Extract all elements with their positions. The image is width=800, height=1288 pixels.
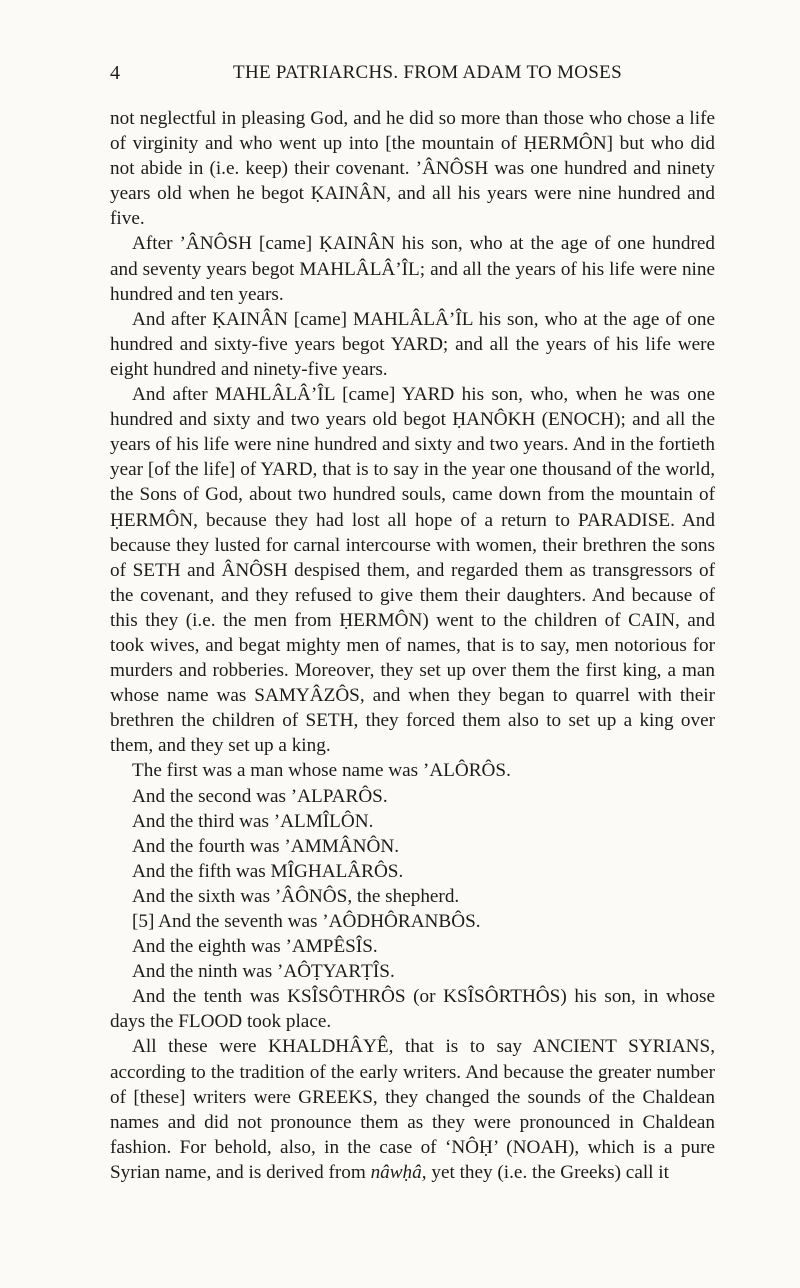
king-list-item-3: And the third was ’ALMÎLÔN. (132, 810, 374, 832)
page-header (110, 62, 715, 92)
paragraph-4: And after MAHLÂLÂ’ÎL [came] YARD his son, who, when he was one hundred and sixty and two years old begot ḤANÔKH (ENOCH); and all the years of his life were nine hundred and sixty and two years. And in the fortieth year [of the life] of YARD, that is to say in the year one thousand of the world, the Sons of God, about two hundred souls, came down from the mountain of ḤERMÔN, because they had lost all hope of a return to PARADISE. And because they lusted for carnal intercourse with women, their brethren the sons of SETH and ÂNÔSH despised them, and regarded them as transgressors of the covenant, and they refused to give them their daughters. And because of this they (i.e. the men from ḤERMÔN) went to the children of CAIN, and took wives, and begat mighty men of names, that is to say, men notorious for murders and robberies. Moreover, they set up over them the first king, a man whose name was SAMYÂZÔS, and when they began to quarrel with their brethren the children of SETH, they forced them also to set up a king over them, and they set up a king. (110, 384, 715, 757)
paragraph-6 (110, 1034, 715, 1185)
king-list-item-4: And the fourth was ’AMMÂNÔN. (132, 835, 399, 857)
king-list-item-8: And the eighth was ’AMPÊSÎS. (132, 936, 378, 958)
paragraph-2: After ’ÂNÔSH [came] ḲAINÂN his son, who at the age of one hundred and seventy years begot MAHLÂLÂ’ÎL; and all the years of his life were nine hundred and ten years. (110, 233, 715, 305)
paragraph-5: And the tenth was KSÎSÔTHRÔS (or KSÎSÔRTHÔS) his son, in whose days the FLOOD took place. (110, 986, 715, 1033)
king-list-item-1: The first was a man whose name was ’ALÔRÔS. (132, 760, 511, 782)
paragraph-6-text-b: , yet they (i.e. the Greeks) call it (421, 1161, 669, 1183)
king-list-item-7: [5] And the seventh was ’AÔDHÔRANBÔS. (132, 911, 481, 932)
running-head: THE PATRIARCHS. FROM ADAM TO MOSES (233, 62, 622, 83)
paragraph-1: not neglectful in pleasing God, and he did so more than those who chose a life of virginity and who went up into [the mountain of ḤERMÔN] but who did not abide in (i.e. keep) their covenant. ’ÂNÔSH was one hundred and ninety years old when he begot ḲAINÂN, and all his years were nine hundred and five. (110, 108, 715, 230)
king-list-item-9: And the ninth was ’AÔṬYARṬÎS. (132, 961, 395, 983)
king-list-item-2: And the second was ’ALPARÔS. (132, 785, 388, 807)
italic-term: nâwḥâ (370, 1161, 422, 1183)
page-body (110, 106, 715, 1185)
paragraph-3: And after ḲAINÂN [came] MAHLÂLÂ’ÎL his son, who at the age of one hundred and sixty-five years begot YARD; and all the years of his life were eight hundred and ninety-five years. (110, 308, 715, 380)
book-page (110, 62, 715, 1185)
king-list-item-5: And the fifth was MÎGHALÂRÔS. (132, 860, 404, 882)
paragraph-6-text-a: All these were KHALDHÂYÊ, that is to say ANCIENT SYRIANS, according to the tradition of the early writers. And because the greater number of [these] writers were GREEKS, they changed the sounds of the Chaldean names and did not pronounce them as they were pronounced in Chaldean fashion. For behold, also, in the case of ‘NÔḤ’ (NOAH), which is a pure Syrian name, and is derived from (110, 1036, 715, 1183)
page-number: 4 (110, 62, 120, 84)
king-list-item-6: And the sixth was ’ÂÔNÔS, the shepherd. (132, 885, 460, 907)
